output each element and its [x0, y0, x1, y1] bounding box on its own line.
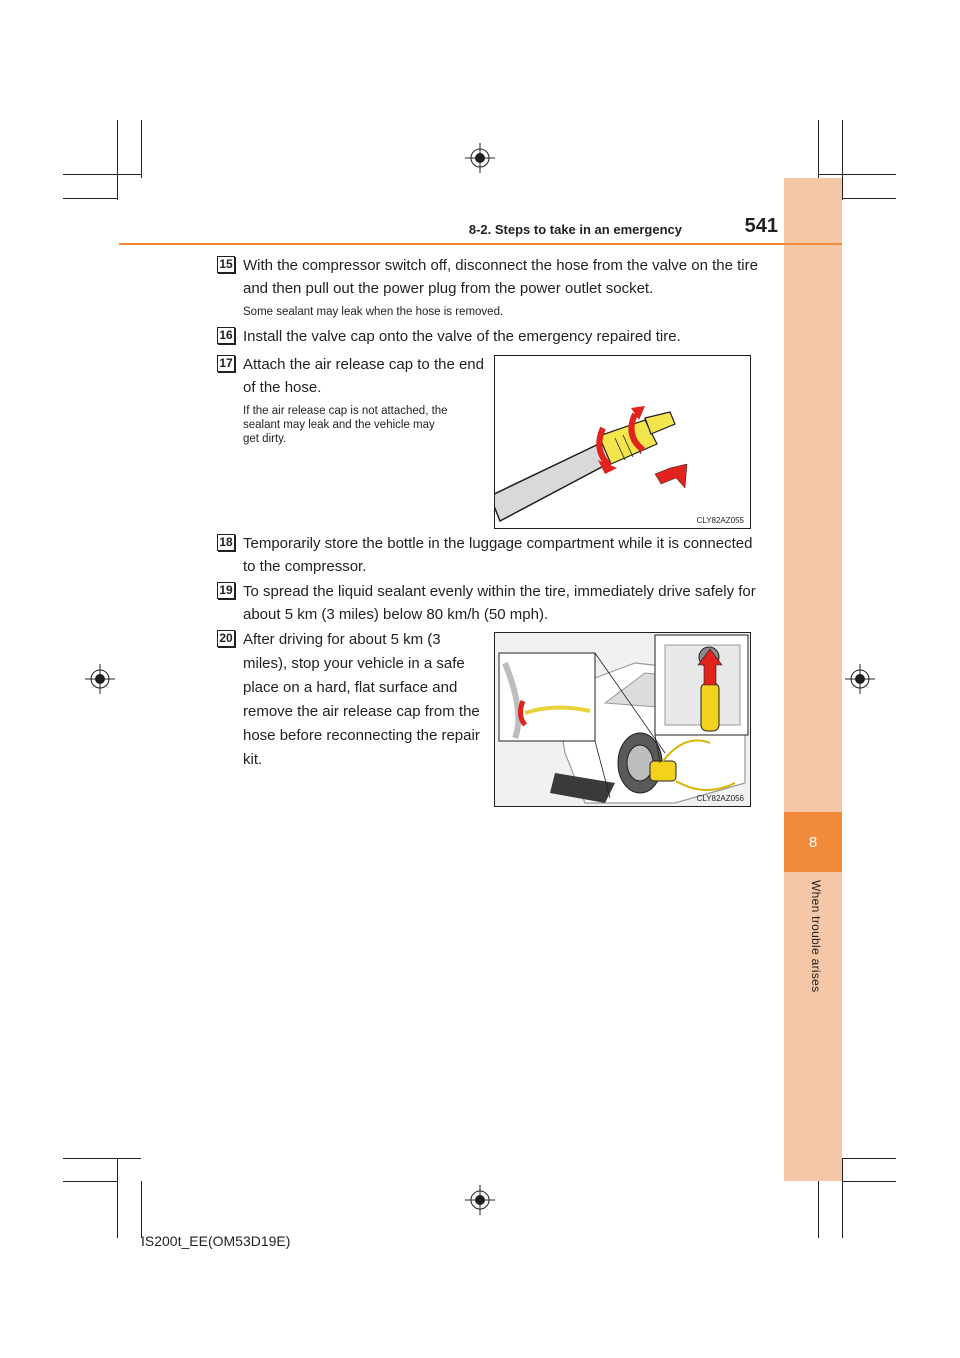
- step-text: miles), stop your vehicle in a safe: [243, 655, 465, 672]
- step-note: sealant may leak and the vehicle may: [243, 419, 435, 431]
- step-text: Install the valve cap onto the valve of the emergency repaired tire.: [243, 328, 681, 345]
- registration-mark-icon: [845, 664, 875, 694]
- repair-kit-reconnect-illustration: [494, 632, 751, 807]
- registration-mark-icon: [85, 664, 115, 694]
- step-text: remove the air release cap from the: [243, 703, 480, 720]
- step-text: Attach the air release cap to the end: [243, 356, 484, 373]
- step-note: If the air release cap is not attached, the: [243, 405, 448, 417]
- air-release-cap-illustration: [494, 355, 751, 529]
- step-number-badge: 16: [217, 327, 235, 344]
- chapter-number: 8: [784, 812, 842, 872]
- step-text: After driving for about 5 km (3: [243, 631, 441, 648]
- step-text: To spread the liquid sealant evenly within the tire, immediately drive safely for: [243, 583, 756, 600]
- page-number: 541: [744, 215, 778, 237]
- registration-mark-icon: [465, 143, 495, 173]
- step-text: hose before reconnecting the repair: [243, 727, 480, 744]
- step-text: With the compressor switch off, disconnect the hose from the valve on the tire: [243, 257, 758, 274]
- header-rule: [119, 243, 842, 245]
- hose-cap-drawing: [495, 356, 750, 528]
- step-note: Some sealant may leak when the hose is removed.: [243, 306, 504, 318]
- step-number-badge: 20: [217, 630, 235, 647]
- step-number-badge: 15: [217, 256, 235, 273]
- step-text: about 5 km (3 miles) below 80 km/h (50 mph).: [243, 606, 549, 623]
- document-id: IS200t_EE(OM53D19E): [141, 1233, 291, 1249]
- step-number-badge: 19: [217, 582, 235, 599]
- chapter-label: When trouble arises: [809, 880, 823, 993]
- step-number-badge: 17: [217, 355, 235, 372]
- illustration-code: CLY82AZ056: [696, 794, 744, 803]
- step-number-badge: 18: [217, 534, 235, 551]
- step-text: to the compressor.: [243, 558, 367, 575]
- step-note: get dirty.: [243, 433, 287, 445]
- section-title: 8-2. Steps to take in an emergency: [468, 222, 682, 237]
- step-text: and then pull out the power plug from the power outlet socket.: [243, 280, 654, 297]
- illustration-code: CLY82AZ055: [696, 516, 744, 525]
- step-text: kit.: [243, 751, 263, 768]
- vehicle-repair-kit-drawing: [495, 633, 750, 806]
- step-text: Temporarily store the bottle in the luggage compartment while it is connected: [243, 535, 753, 552]
- registration-mark-icon: [465, 1185, 495, 1215]
- step-text: of the hose.: [243, 379, 322, 396]
- step-text: place on a hard, flat surface and: [243, 679, 458, 696]
